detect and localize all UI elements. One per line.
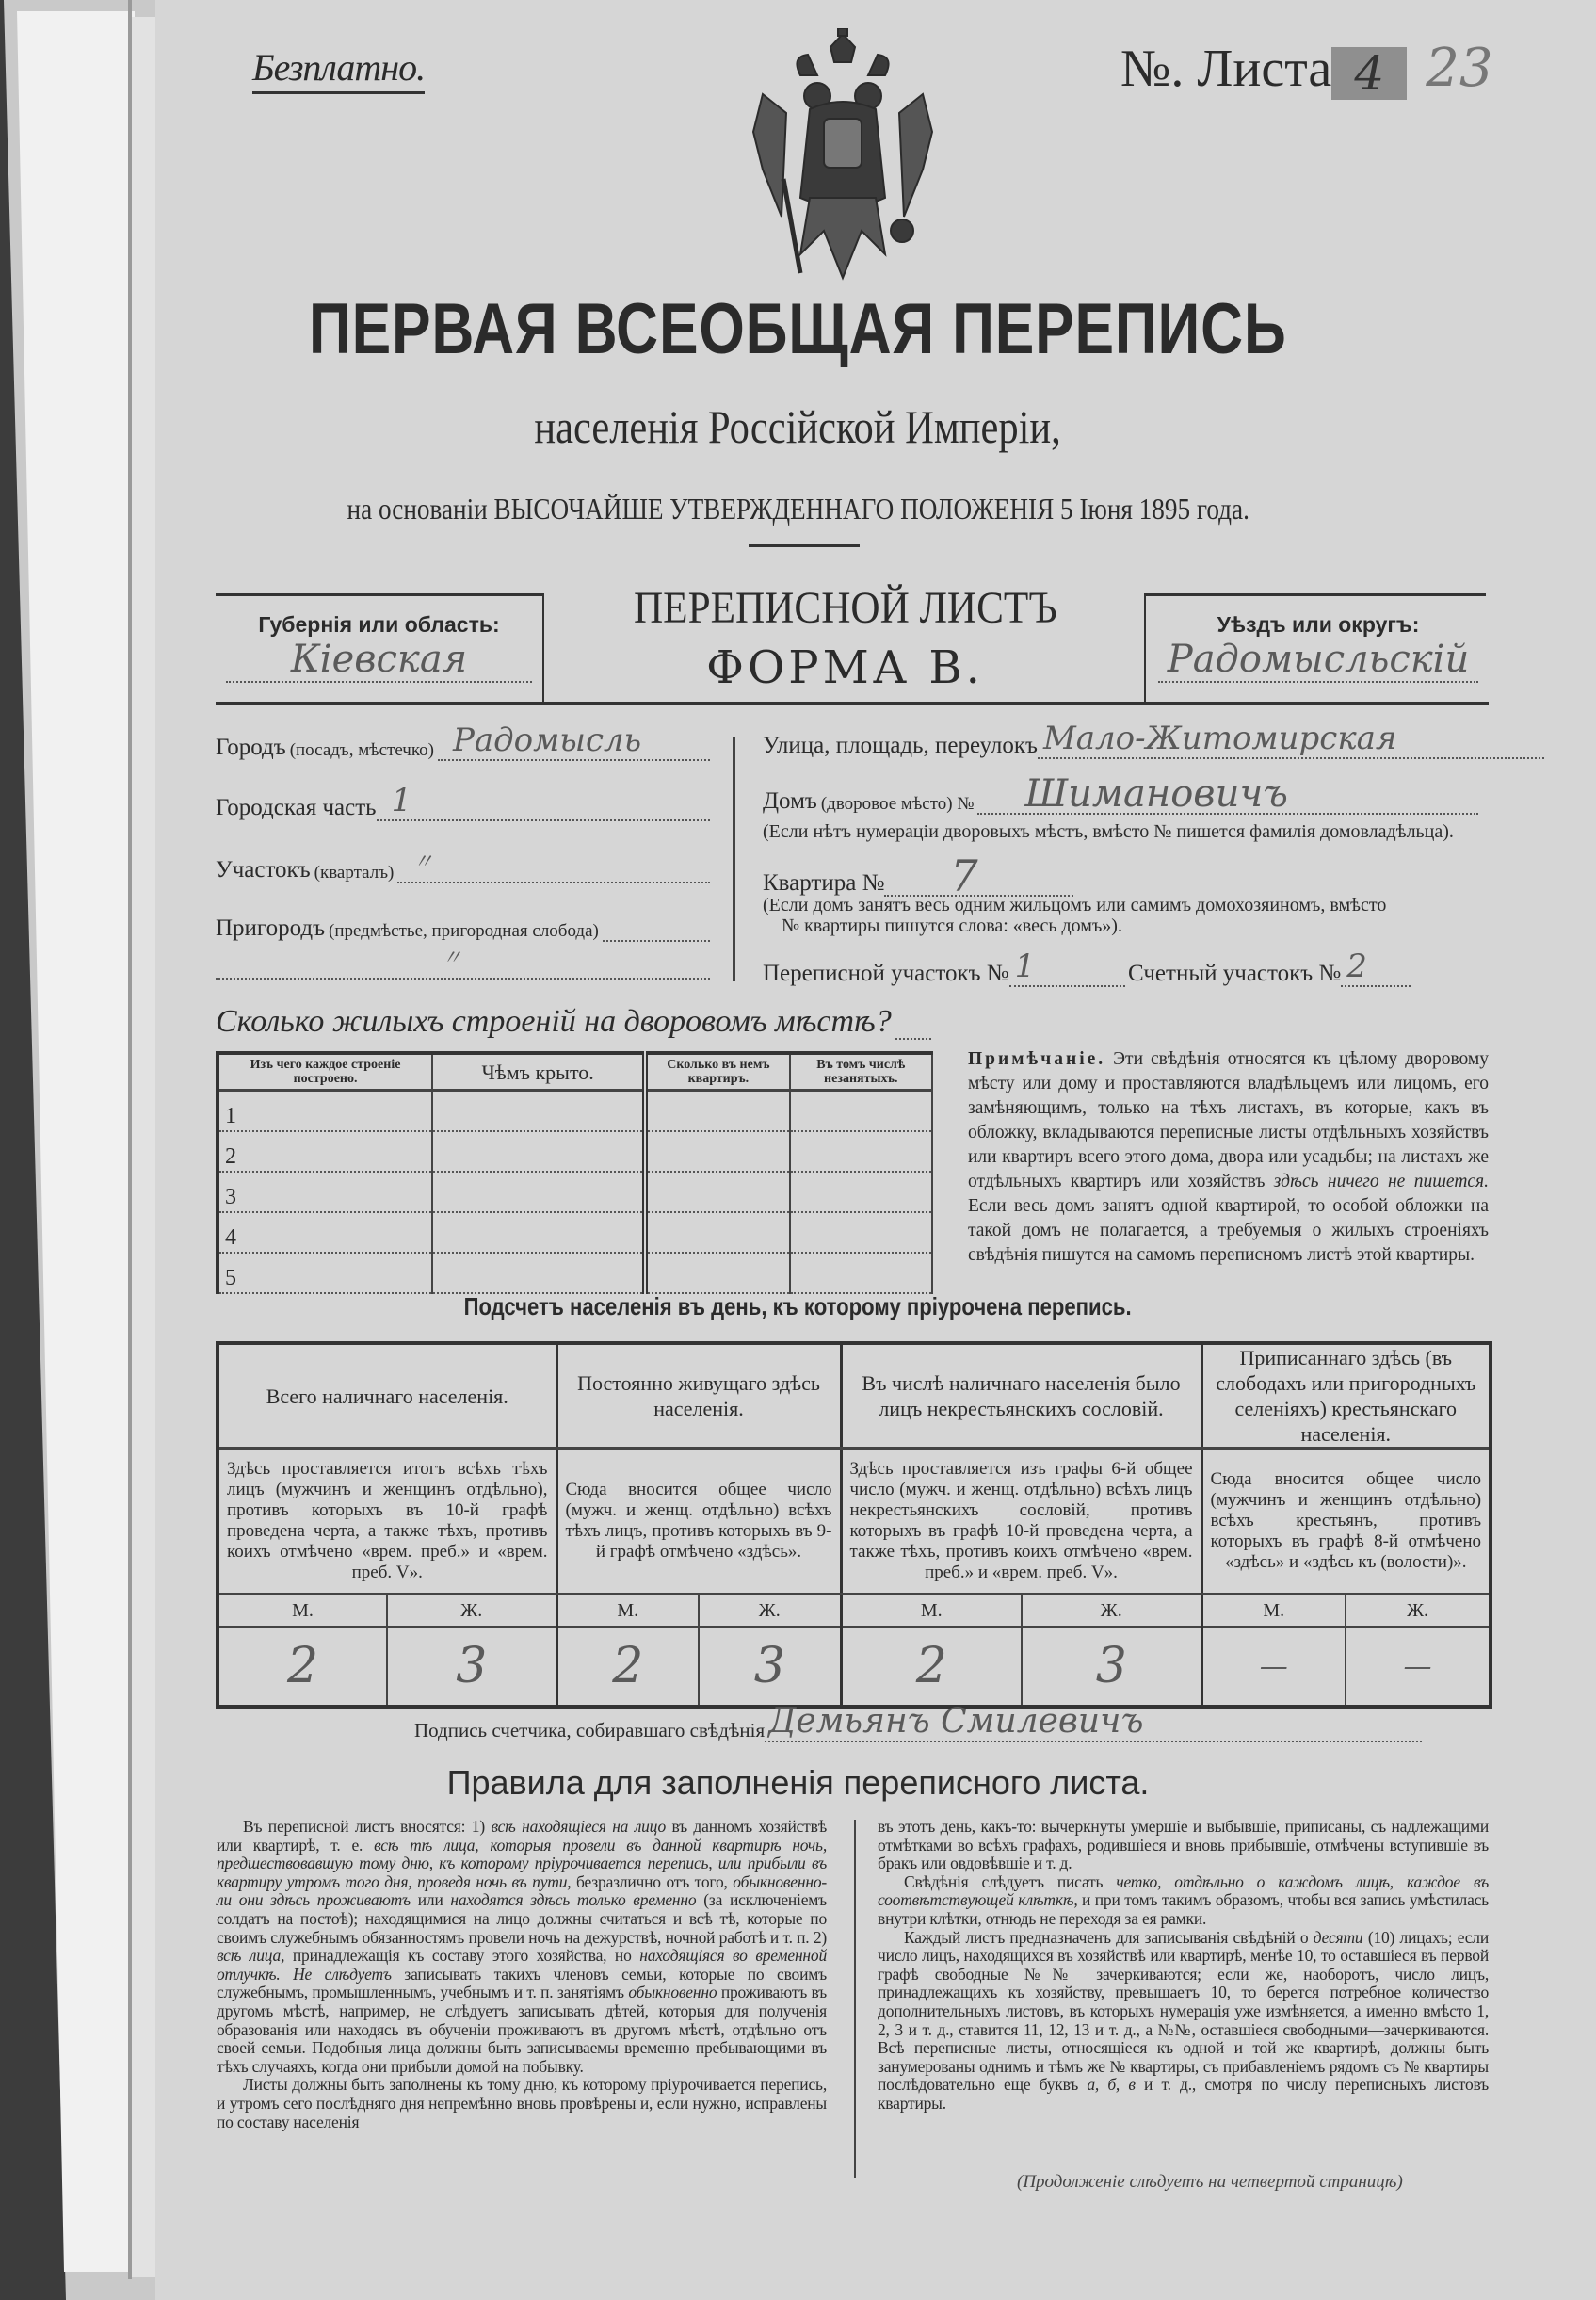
population-col-non-peasant-description: Здѣсь проставляется изъ графы 6-й общее число (мужч. и женщ. отдѣльно) всѣхъ лицъ некрестьянскихъ сословій, противъ которыхъ въ графѣ 10-й проведена черта, а также тѣхъ, противъ коихъ отмѣчено «врем. преб.» и «врем. преб. V». (841, 1449, 1201, 1595)
province-label: Губернія или область: (258, 612, 500, 637)
rules-text: Свѣдѣнія слѣдуетъ писать (904, 1871, 1117, 1891)
counting-district-label: Счетный участокъ № (1128, 961, 1342, 986)
imperial-eagle-emblem-icon (744, 28, 942, 283)
cell[interactable] (790, 1212, 932, 1253)
buildings-col-apartments: Сколько въ немъ квартиръ. (645, 1053, 789, 1091)
section-value[interactable]: 〃 (397, 846, 710, 883)
suburb-line (603, 904, 710, 942)
male-label: М. (218, 1595, 387, 1628)
suburb-hint: (предмѣстье, пригородная слобода) (329, 921, 599, 941)
population-col-permanent-description: Сюда вносится общее число (мужч. и женщ. отдѣльно) всѣхъ тѣхъ лицъ, противъ которыхъ въ 9-й графѣ отмѣчено «здѣсь». (556, 1449, 841, 1595)
permanent-female-value[interactable]: 3 (699, 1627, 841, 1707)
population-table (216, 1341, 1492, 1709)
city-field (216, 723, 710, 761)
apartment-label: Квартира № (763, 870, 885, 896)
house-label: Домъ (763, 788, 817, 814)
row-number[interactable]: 2 (218, 1131, 432, 1172)
rules-text: проживаютъ въ другомъ мѣстѣ, например, не слѣдуетъ записывать дѣтей, которыя для полученія образованія или находясь въ обученіи проживаютъ въ другомъ мѣстѣ, отдѣльно отъ своей семьи. Подобныя лица должны быть записываемы временно пребывающими въ тѣхъ случаяхъ, когда они прибыли домой на побывку. (217, 1983, 827, 2076)
rules-text: и при томъ такимъ образомъ, чтобы вся запись умѣстилась внутри клѣтки, отнюдь не переходя за ея рамки. (878, 1890, 1490, 1928)
city-label: Городъ (216, 735, 286, 760)
city-part-label: Городская часть (216, 795, 377, 820)
divider (216, 702, 1489, 705)
rules-emphasis-text: всѣ лица, (217, 1946, 285, 1966)
row-number[interactable]: 5 (218, 1253, 432, 1293)
rules-paragraph (217, 2076, 827, 2131)
counting-district-field (1128, 949, 1411, 987)
document-subtitle (0, 399, 1596, 454)
cell[interactable] (645, 1172, 789, 1212)
rules-emphasis-text: всѣ находящіеся на лицо (491, 1817, 666, 1836)
city-part-field (216, 784, 710, 821)
buildings-col-roof: Чѣмъ крыто. (432, 1053, 645, 1091)
cell[interactable] (790, 1172, 932, 1212)
peasant-female-value[interactable]: — (1346, 1627, 1491, 1707)
buildings-col-vacant: Въ томъ числѣ незанятыхъ. (790, 1053, 932, 1091)
census-district-value[interactable]: 1 (1009, 949, 1125, 987)
street-label: Улица, площадь, переулокъ (763, 733, 1038, 758)
rules-text: и т. д., смотря по числу переписныхъ листовъ квартиры. (878, 2075, 1490, 2113)
row-number[interactable]: 3 (218, 1172, 432, 1212)
free-of-charge-label: Безплатно. (252, 45, 425, 94)
cell[interactable] (645, 1212, 789, 1253)
sheet-number (1120, 38, 1493, 100)
apartment-note-line-1: (Если домъ занятъ весь одним жильцомъ или самимъ домохозяиномъ, вмѣсто (763, 895, 1387, 915)
form-title: ПЕРЕПИСНОЙ ЛИСТЪ (633, 583, 1057, 633)
divider (542, 593, 544, 704)
apartment-note-line-2: № квартиры пишутся слова: «весь домъ»). (782, 915, 1122, 936)
rules-emphasis-text: обыкновенно (628, 1983, 717, 2002)
cell[interactable] (645, 1131, 789, 1172)
rules-text: записывать такихъ членовъ семьи, которые по своимъ служебнымъ, промышленнымъ, учебнымъ и т. п. занятіямъ (217, 1964, 827, 2002)
non-peasant-female-value[interactable]: 3 (1022, 1627, 1201, 1707)
female-label: Ж. (699, 1595, 841, 1628)
population-title-text: Подсчетъ населенія въ день, къ которому пріурочена перепись. (463, 1292, 1133, 1320)
non-peasant-male-value[interactable]: 2 (841, 1627, 1022, 1707)
note-text: Эти свѣдѣнія относятся къ цѣлому дворовому мѣсту или дому и проставляются владѣльцемъ или лицомъ, его замѣняющимъ, только на тѣхъ листахъ, въ которые, какъ въ обложку, вкладываются переписные листы отдѣльныхъ хозяйствъ или квартиръ всего этого дома, двора или усадьбы; на листахъ же отдѣльныхъ квартиръ или хозяйствъ (968, 1049, 1490, 1191)
population-col-total-header: Всего наличнаго населенія. (218, 1343, 556, 1449)
decree-line (0, 492, 1596, 526)
document-title-text: ПЕРВАЯ ВСЕОБЩАЯ ПЕРЕПИСЬ (309, 289, 1287, 369)
rules-emphasis-text: четко, отдѣльно о каждомъ лицѣ, каждое въ соотвѣтствующей клѣткѣ, (878, 1871, 1489, 1910)
document-subtitle-text: населенія Россійской Имперіи, (534, 400, 1062, 453)
rules-text: Каждый листъ предназначенъ для записыванія свѣдѣній о (904, 1927, 1314, 1947)
male-label: М. (556, 1595, 699, 1628)
rules-paragraph (217, 1818, 827, 2076)
signature-value[interactable]: Демьянъ Смилевичъ (765, 1703, 1422, 1742)
table-row (218, 1212, 932, 1253)
cell[interactable] (432, 1091, 645, 1132)
female-label: Ж. (387, 1595, 556, 1628)
document-title (0, 288, 1596, 370)
decree-text: на основаніи ВЫСОЧАЙШЕ УТВЕРЖДЕННАГО ПОЛОЖЕНІЯ 5 Іюня 1895 года. (347, 492, 1249, 526)
street-field (763, 721, 1544, 759)
row-number[interactable]: 1 (218, 1091, 432, 1132)
buildings-answer-line[interactable] (895, 1019, 931, 1040)
rules-text: принадлежащія къ составу этого хозяйства, но (284, 1946, 640, 1966)
house-hint: (дворовое мѣсто) № (820, 794, 975, 814)
total-male-value[interactable]: 2 (218, 1627, 387, 1707)
rules-emphasis-text: находятся здѣсь только временно (450, 1890, 697, 1910)
rules-text: въ этотъ день, какъ-то: вычеркнуты умершіе и выбывшіе, приписаны, съ надлежащими отмѣтками во всѣхъ графахъ, родившіеся и вновь прибывшіе, отмѣчены вступившіе въ бракъ или овдовѣвшіе и т. д. (878, 1817, 1489, 1873)
divider (733, 737, 735, 981)
house-value[interactable]: Шимановичъ (977, 777, 1478, 815)
rules-emphasis-text: обыкновенно-ли они здѣсь проживаютъ (217, 1871, 827, 1910)
province-value[interactable]: Кіевская (226, 638, 532, 683)
form-name: ФОРМА В. (706, 641, 984, 694)
apartment-value[interactable]: 7 (884, 859, 1073, 897)
section-field (216, 846, 710, 883)
population-col-non-peasant-header: Въ числѣ наличнаго населенія было лицъ некрестьянскихъ сословій. (841, 1343, 1201, 1449)
population-col-total-description: Здѣсь проставляется итогъ всѣхъ тѣхъ лицъ (мужчинъ и женщинъ отдѣльно), противъ которыхъ въ 10-й графѣ проведена черта, а также тѣхъ, противъ коихъ отмѣчено «врем. преб.» и «врем. преб. V». (218, 1449, 556, 1595)
rules-text: Въ переписной листъ вносятся: 1) (243, 1817, 492, 1836)
suburb-field (216, 904, 710, 942)
buildings-question-text: Сколько жилыхъ строеній на дворовомъ мѣстѣ? (216, 1004, 892, 1039)
suburb-value[interactable]: 〃 (216, 942, 710, 980)
male-label: М. (1201, 1595, 1346, 1628)
sheet-number-printed-value: 4 (1331, 47, 1407, 100)
rules-column-right (878, 1818, 1489, 2114)
cell[interactable] (790, 1131, 932, 1172)
rules-text: (за исключеніемъ солдатъ на постоѣ); находящимися на лицо должны считаться и всѣ тѣ, которые по своимъ служебнымъ обязанностямъ провели ночь на дежурствѣ, ночной работѣ и т. п. 2) (217, 1890, 828, 1947)
divider (216, 593, 542, 596)
form-title-block (546, 582, 1144, 694)
city-hint: (посадъ, мѣстечко) (289, 740, 434, 760)
cell[interactable] (432, 1253, 645, 1293)
rules-paragraph (878, 1873, 1489, 1929)
rules-paragraph (878, 1818, 1489, 1873)
continuation-note: (Продолженіе слѣдуетъ на четвертой страницѣ) (1017, 2172, 1403, 2192)
district-field (1158, 612, 1478, 683)
street-value[interactable]: Мало-Житомирская (1038, 721, 1544, 759)
rules-emphasis-text: находящіяся во временной отлучкѣ. Не слѣдуетъ (217, 1946, 828, 1984)
cell[interactable] (645, 1253, 789, 1293)
city-part-value[interactable]: 1 (377, 784, 710, 821)
divider (749, 544, 860, 547)
row-number[interactable]: 4 (218, 1212, 432, 1253)
population-col-peasant-header: Приписаннаго здѣсь (въ слободахъ или пригородныхъ селеніяхъ) крестьянскаго населенія. (1201, 1343, 1491, 1449)
rules-text: безразлично отъ того, (571, 1871, 734, 1891)
divider (1144, 593, 1486, 596)
rules-text: или (410, 1890, 451, 1910)
census-district-field (763, 949, 1125, 987)
note-italic: здѣсь ничего не пишется. (1273, 1172, 1489, 1191)
cell[interactable] (432, 1212, 645, 1253)
rules-text: Листы должны быть заполнены къ тому дню, къ которому пріурочивается перепись, и утромъ сего послѣдняго дня непремѣнно вновь провѣрены и, если нужно, исправлены по составу населенія (217, 2075, 827, 2131)
buildings-table (216, 1051, 933, 1294)
table-row (218, 1253, 932, 1293)
cell[interactable] (432, 1172, 645, 1212)
census-district-label: Переписной участокъ № (763, 961, 1009, 986)
section-hint: (кварталъ) (314, 863, 395, 883)
cell[interactable] (645, 1091, 789, 1132)
table-row (218, 1091, 932, 1132)
divider (854, 1820, 856, 2178)
female-label: Ж. (1346, 1595, 1491, 1628)
district-label: Уѣздъ или округъ: (1217, 612, 1420, 637)
enumerator-signature-field (414, 1703, 1422, 1742)
male-label: М. (841, 1595, 1022, 1628)
house-field (763, 772, 1478, 816)
permanent-male-value[interactable]: 2 (556, 1627, 699, 1707)
divider (1144, 593, 1146, 704)
sheet-number-label: №. Листа (1120, 40, 1332, 98)
population-col-permanent-header: Постоянно живущаго здѣсь населенія. (556, 1343, 841, 1449)
table-row (218, 1172, 932, 1212)
sheet-number-handwritten: 23 (1426, 38, 1493, 99)
district-value[interactable]: Радомысльскій (1158, 638, 1478, 683)
rules-text: въ данномъ хозяйствѣ или квартирѣ, т. е. (217, 1817, 827, 1855)
cell[interactable] (790, 1091, 932, 1132)
cell[interactable] (432, 1131, 645, 1172)
city-value[interactable]: Радомысль (438, 723, 710, 761)
suburb-label: Пригородъ (216, 915, 325, 941)
section-label: Участокъ (216, 857, 311, 883)
table-row (218, 1131, 932, 1172)
rules-paragraph (878, 1929, 1489, 2114)
rules-emphasis-text: всѣ тѣ лица, которыя провели въ данной квартирѣ ночь, предшествовавшую тому дню, къ которому пріурочивается перепись, или прибыли въ квартиру утромъ того дня, проведя ночь въ пути, (217, 1835, 827, 1891)
rules-text: (10) лицахъ; если число лицъ, находящихся въ хозяйствѣ или квартирѣ, менѣе 10, то оставшіеся въ первой графѣ свободные №№ зачеркиваются; если же, наоборотъ, число лицъ, принадлежащихъ къ хозяйству, превышаетъ 10, то берется потребное количество дополнительныхъ листовъ, въ которыхъ нумерація уже измѣняется, а именно вмѣсто 1, 2, 3 и т. д., ставится 11, 12, 13 и т. д., а №№, оставшіеся свободными—зачеркиваются. Всѣ переписные листы, относящіеся къ одной и той же квартирѣ, должны быть занумерованы однимъ и тѣмъ же № квартиры, съ прибавленіемъ рядомъ съ № квартиры послѣдовательно еще буквъ (878, 1927, 1489, 2095)
population-title (0, 1292, 1596, 1321)
signature-label: Подпись счетчика, собиравшаго свѣдѣнія (414, 1719, 766, 1741)
total-female-value[interactable]: 3 (387, 1627, 556, 1707)
buildings-question (216, 1004, 931, 1040)
rules-column-left (217, 1818, 827, 2131)
apartment-field (763, 850, 1073, 901)
rules-emphasis-text: десяти (1313, 1927, 1363, 1947)
female-label: Ж. (1022, 1595, 1201, 1628)
rules-title: Правила для заполненія переписного листа. (446, 1763, 1150, 1802)
buildings-note (968, 1047, 1489, 1268)
counting-district-value[interactable]: 2 (1341, 949, 1411, 987)
rules-emphasis-text: а, б, в (1087, 2075, 1136, 2095)
note-tail: Если весь домъ занятъ одной квартирой, то особой обложки на такой домъ не полагается, а требуемыя о жилыхъ строеніяхъ свѣдѣнія пишутся на самомъ переписномъ листѣ этой квартиры. (968, 1196, 1489, 1265)
cell[interactable] (790, 1253, 932, 1293)
province-field (226, 612, 532, 683)
house-note: (Если нѣтъ нумераціи дворовыхъ мѣстъ, вмѣсто № пишется фамилія домовладѣльца). (763, 821, 1454, 842)
suburb-continuation (216, 942, 710, 980)
population-col-peasant-description: Сюда вносится общее число (мужчинъ и женщинъ отдѣльно) всѣхъ крестьянъ, противъ которыхъ въ графѣ 8-й отмѣчено «здѣсь» и «здѣсь къ (волости)». (1201, 1449, 1491, 1595)
note-lead: Примѣчаніе. (968, 1049, 1106, 1069)
peasant-male-value[interactable]: — (1201, 1627, 1346, 1707)
buildings-col-material: Изъ чего каждое строеніе построено. (218, 1053, 432, 1091)
